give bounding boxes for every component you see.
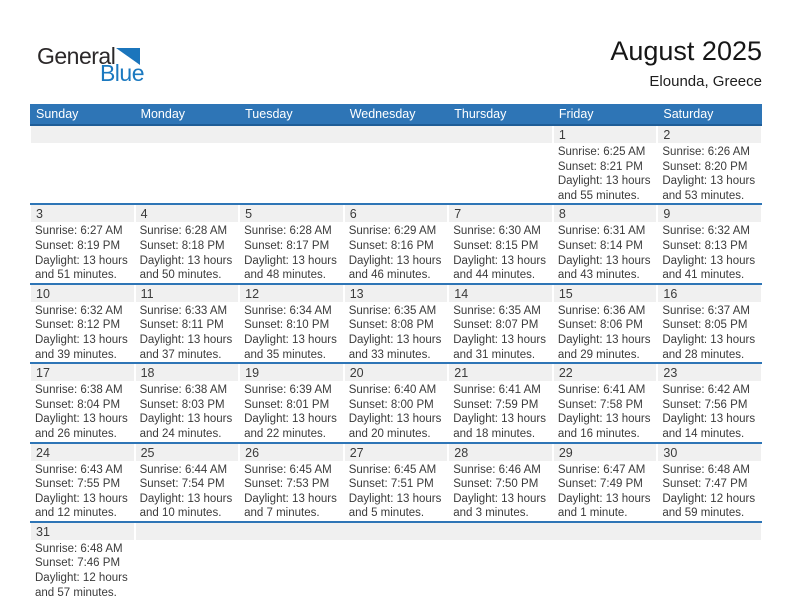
empty-day-band	[136, 523, 761, 540]
day-info	[344, 461, 449, 521]
day-cell-6	[344, 205, 449, 284]
day-info	[553, 222, 658, 282]
day-cell-22	[553, 364, 658, 443]
weekday-header-thursday: Thursday	[448, 104, 553, 126]
sunrise-text: Sunrise: 6:43 AM	[35, 463, 123, 476]
sunset-text: Sunset: 8:18 PM	[139, 239, 225, 252]
day-number: 26	[240, 444, 343, 461]
weekday-header-row	[30, 104, 762, 126]
daylight-text: Daylight: 13 hours and 44 minutes.	[453, 254, 546, 282]
day-cell-24	[30, 444, 135, 523]
day-cell-2	[657, 126, 762, 205]
day-info	[553, 461, 658, 521]
day-info	[30, 302, 135, 362]
daylight-text: Daylight: 13 hours and 51 minutes.	[35, 254, 128, 282]
day-info	[239, 222, 344, 282]
day-info	[344, 222, 449, 282]
day-info	[30, 381, 135, 441]
sunset-text: Sunset: 8:16 PM	[348, 239, 434, 252]
day-number: 28	[449, 444, 552, 461]
sunrise-text: Sunrise: 6:40 AM	[348, 384, 437, 397]
daylight-text: Daylight: 12 hours and 59 minutes.	[662, 492, 756, 520]
sunset-text: Sunset: 8:21 PM	[557, 160, 643, 173]
day-info	[135, 381, 240, 441]
day-cell-16	[657, 285, 762, 364]
day-info	[135, 302, 240, 362]
sunset-text: Sunset: 7:56 PM	[662, 398, 748, 411]
day-info	[135, 461, 240, 521]
weekday-header-wednesday: Wednesday	[344, 104, 449, 126]
day-cell-28	[448, 444, 553, 523]
day-cell-15	[553, 285, 658, 364]
day-info	[657, 461, 762, 521]
empty-day-cell	[30, 126, 553, 205]
daylight-text: Daylight: 13 hours and 41 minutes.	[662, 254, 756, 282]
day-number: 30	[658, 444, 761, 461]
day-cell-8	[553, 205, 658, 284]
sunrise-text: Sunrise: 6:48 AM	[35, 542, 123, 555]
sunrise-text: Sunrise: 6:32 AM	[662, 225, 750, 238]
day-info	[448, 381, 553, 441]
logo-word-blue: Blue	[99, 60, 144, 86]
day-number: 8	[554, 205, 657, 222]
sunset-text: Sunset: 7:53 PM	[244, 478, 330, 491]
daylight-text: Daylight: 13 hours and 5 minutes.	[348, 492, 442, 520]
day-info	[448, 302, 553, 362]
day-cell-18	[135, 364, 240, 443]
day-cell-5	[239, 205, 344, 284]
day-number: 7	[449, 205, 552, 222]
weekday-header-sunday: Sunday	[30, 104, 135, 126]
day-cell-14	[448, 285, 553, 364]
day-cell-21	[448, 364, 553, 443]
week-row-4	[30, 364, 762, 443]
day-number: 11	[136, 285, 239, 302]
sunrise-text: Sunrise: 6:26 AM	[662, 146, 750, 158]
daylight-text: Daylight: 13 hours and 26 minutes.	[35, 413, 128, 440]
sunset-text: Sunset: 8:12 PM	[35, 319, 121, 332]
sunrise-text: Sunrise: 6:35 AM	[453, 304, 541, 317]
daylight-text: Daylight: 13 hours and 3 minutes.	[453, 492, 546, 520]
weekday-header-saturday: Saturday	[657, 104, 762, 126]
daylight-text: Daylight: 13 hours and 7 minutes.	[244, 492, 337, 520]
daylight-text: Daylight: 13 hours and 33 minutes.	[348, 333, 442, 361]
sunset-text: Sunset: 8:14 PM	[557, 239, 643, 252]
day-number: 24	[31, 444, 134, 461]
day-number: 13	[345, 285, 448, 302]
sunrise-text: Sunrise: 6:30 AM	[453, 225, 541, 238]
day-number: 19	[240, 364, 343, 381]
day-cell-19	[239, 364, 344, 443]
sunset-text: Sunset: 8:15 PM	[453, 239, 539, 252]
day-info	[239, 461, 344, 521]
daylight-text: Daylight: 13 hours and 29 minutes.	[557, 333, 651, 361]
day-number: 2	[658, 126, 761, 143]
day-info	[553, 381, 658, 441]
sunrise-text: Sunrise: 6:33 AM	[139, 304, 228, 317]
day-cell-1	[553, 126, 658, 205]
weekday-header-tuesday: Tuesday	[239, 104, 344, 126]
week-row-3	[30, 285, 762, 364]
day-number: 4	[136, 205, 239, 222]
sunrise-text: Sunrise: 6:45 AM	[244, 463, 332, 476]
day-number: 23	[658, 364, 761, 381]
day-number: 16	[658, 285, 761, 302]
sunrise-text: Sunrise: 6:28 AM	[244, 225, 332, 238]
day-info	[448, 222, 553, 282]
sunrise-text: Sunrise: 6:37 AM	[662, 304, 750, 317]
daylight-text: Daylight: 13 hours and 46 minutes.	[348, 254, 442, 282]
sunrise-text: Sunrise: 6:44 AM	[139, 463, 228, 476]
day-number: 9	[658, 205, 761, 222]
sunrise-text: Sunrise: 6:25 AM	[557, 146, 646, 158]
daylight-text: Daylight: 13 hours and 43 minutes.	[557, 254, 651, 282]
daylight-text: Daylight: 13 hours and 22 minutes.	[244, 413, 337, 440]
day-info	[344, 381, 449, 441]
empty-day-cell	[135, 523, 762, 600]
sunset-text: Sunset: 7:51 PM	[348, 478, 434, 491]
day-number: 21	[449, 364, 552, 381]
day-number: 29	[554, 444, 657, 461]
sunrise-text: Sunrise: 6:38 AM	[139, 384, 228, 397]
daylight-text: Daylight: 13 hours and 24 minutes.	[139, 413, 233, 440]
day-info	[553, 143, 658, 203]
sunset-text: Sunset: 8:19 PM	[35, 239, 121, 252]
day-cell-31	[30, 523, 135, 600]
sunset-text: Sunset: 7:50 PM	[453, 478, 539, 491]
day-number: 31	[31, 523, 134, 540]
daylight-text: Daylight: 13 hours and 39 minutes.	[35, 333, 128, 361]
daylight-text: Daylight: 13 hours and 35 minutes.	[244, 333, 337, 361]
daylight-text: Daylight: 13 hours and 28 minutes.	[662, 333, 756, 361]
day-cell-23	[657, 364, 762, 443]
day-cell-27	[344, 444, 449, 523]
daylight-text: Daylight: 13 hours and 31 minutes.	[453, 333, 546, 361]
sunrise-text: Sunrise: 6:41 AM	[557, 384, 646, 397]
day-cell-9	[657, 205, 762, 284]
sunrise-text: Sunrise: 6:32 AM	[35, 304, 123, 317]
day-cell-3	[30, 205, 135, 284]
day-cell-7	[448, 205, 553, 284]
sunset-text: Sunset: 8:20 PM	[662, 160, 748, 173]
sunset-text: Sunset: 8:13 PM	[662, 239, 748, 252]
day-cell-17	[30, 364, 135, 443]
day-info	[657, 222, 762, 282]
day-info	[657, 381, 762, 441]
day-cell-12	[239, 285, 344, 364]
page-title: August 2025	[610, 36, 762, 66]
day-cell-13	[344, 285, 449, 364]
day-cell-26	[239, 444, 344, 523]
sunset-text: Sunset: 8:07 PM	[453, 319, 539, 332]
day-number: 27	[345, 444, 448, 461]
day-cell-4	[135, 205, 240, 284]
day-number: 10	[31, 285, 134, 302]
day-number: 18	[136, 364, 239, 381]
sunrise-text: Sunrise: 6:41 AM	[453, 384, 541, 397]
day-info	[344, 302, 449, 362]
week-row-1	[30, 126, 762, 205]
sunrise-text: Sunrise: 6:35 AM	[348, 304, 437, 317]
day-cell-11	[135, 285, 240, 364]
sunset-text: Sunset: 8:04 PM	[35, 398, 121, 411]
sunrise-text: Sunrise: 6:39 AM	[244, 384, 332, 397]
day-info	[553, 302, 658, 362]
daylight-text: Daylight: 13 hours and 50 minutes.	[139, 254, 233, 282]
daylight-text: Daylight: 13 hours and 16 minutes.	[557, 413, 651, 440]
weekday-header-friday: Friday	[553, 104, 658, 126]
sunset-text: Sunset: 8:17 PM	[244, 239, 330, 252]
day-number: 6	[345, 205, 448, 222]
daylight-text: Daylight: 13 hours and 53 minutes.	[662, 175, 756, 202]
sunset-text: Sunset: 7:49 PM	[557, 478, 643, 491]
sunrise-text: Sunrise: 6:29 AM	[348, 225, 437, 238]
sunrise-text: Sunrise: 6:38 AM	[35, 384, 123, 397]
sunrise-text: Sunrise: 6:46 AM	[453, 463, 541, 476]
daylight-text: Daylight: 13 hours and 12 minutes.	[35, 492, 128, 520]
sunset-text: Sunset: 8:05 PM	[662, 319, 748, 332]
sunrise-text: Sunrise: 6:28 AM	[139, 225, 228, 238]
sunrise-text: Sunrise: 6:45 AM	[348, 463, 437, 476]
sunrise-text: Sunrise: 6:31 AM	[557, 225, 646, 238]
sunset-text: Sunset: 7:55 PM	[35, 478, 121, 491]
daylight-text: Daylight: 13 hours and 48 minutes.	[244, 254, 337, 282]
sunrise-text: Sunrise: 6:42 AM	[662, 384, 750, 397]
daylight-text: Daylight: 13 hours and 37 minutes.	[139, 333, 233, 361]
daylight-text: Daylight: 13 hours and 10 minutes.	[139, 492, 233, 520]
day-number: 12	[240, 285, 343, 302]
day-info	[448, 461, 553, 521]
daylight-text: Daylight: 13 hours and 20 minutes.	[348, 413, 442, 440]
day-cell-20	[344, 364, 449, 443]
sunset-text: Sunset: 7:47 PM	[662, 478, 748, 491]
day-info	[30, 222, 135, 282]
day-number: 20	[345, 364, 448, 381]
daylight-text: Daylight: 13 hours and 1 minute.	[557, 492, 651, 520]
general-blue-logo	[37, 45, 145, 85]
sunset-text: Sunset: 8:01 PM	[244, 398, 330, 411]
sunset-text: Sunset: 8:11 PM	[139, 319, 224, 332]
sunset-text: Sunset: 7:58 PM	[557, 398, 643, 411]
sunrise-text: Sunrise: 6:34 AM	[244, 304, 332, 317]
day-info	[657, 143, 762, 203]
week-row-2	[30, 205, 762, 284]
daylight-text: Daylight: 13 hours and 14 minutes.	[662, 413, 756, 440]
day-cell-10	[30, 285, 135, 364]
daylight-text: Daylight: 12 hours and 57 minutes.	[35, 572, 128, 599]
week-row-6	[30, 523, 762, 600]
sunset-text: Sunset: 8:08 PM	[348, 319, 434, 332]
location-subtitle: Elounda, Greece	[649, 73, 762, 90]
sunrise-text: Sunrise: 6:36 AM	[557, 304, 646, 317]
day-cell-29	[553, 444, 658, 523]
day-number: 14	[449, 285, 552, 302]
day-number: 17	[31, 364, 134, 381]
day-info	[30, 540, 135, 600]
daylight-text: Daylight: 13 hours and 18 minutes.	[453, 413, 546, 440]
weekday-header-monday: Monday	[135, 104, 240, 126]
day-number: 15	[554, 285, 657, 302]
sunset-text: Sunset: 8:10 PM	[244, 319, 330, 332]
day-number: 3	[31, 205, 134, 222]
day-info	[239, 381, 344, 441]
sunrise-text: Sunrise: 6:27 AM	[35, 225, 123, 238]
calendar-header	[610, 36, 762, 91]
sunrise-text: Sunrise: 6:47 AM	[557, 463, 646, 476]
sunset-text: Sunset: 7:46 PM	[35, 557, 121, 570]
day-cell-25	[135, 444, 240, 523]
day-number: 22	[554, 364, 657, 381]
day-number: 1	[554, 126, 657, 143]
day-info	[657, 302, 762, 362]
empty-day-band	[31, 126, 552, 143]
sunset-text: Sunset: 8:06 PM	[557, 319, 643, 332]
sunset-text: Sunset: 8:00 PM	[348, 398, 434, 411]
logo-word-general: General	[37, 43, 116, 69]
day-info	[30, 461, 135, 521]
month-calendar-table	[30, 104, 762, 600]
sunrise-text: Sunrise: 6:48 AM	[662, 463, 750, 476]
sunset-text: Sunset: 8:03 PM	[139, 398, 225, 411]
sunset-text: Sunset: 7:59 PM	[453, 398, 539, 411]
day-number: 5	[240, 205, 343, 222]
day-info	[239, 302, 344, 362]
daylight-text: Daylight: 13 hours and 55 minutes.	[557, 175, 651, 202]
day-cell-30	[657, 444, 762, 523]
day-info	[135, 222, 240, 282]
sunset-text: Sunset: 7:54 PM	[139, 478, 225, 491]
day-number: 25	[136, 444, 239, 461]
week-row-5	[30, 444, 762, 523]
